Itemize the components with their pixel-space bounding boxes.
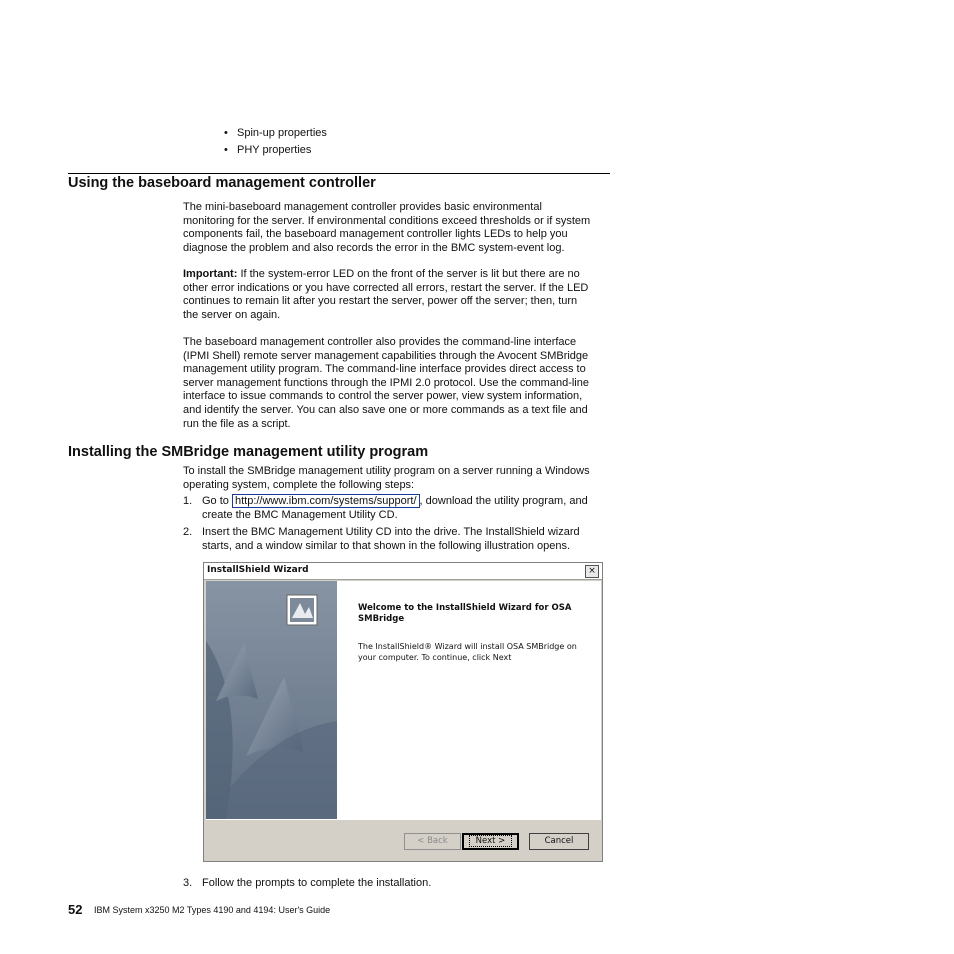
next-button[interactable]: Next > (462, 833, 519, 850)
wizard-description: The InstallShield® Wizard will install OSA SMBridge on your computer. To continue, click Next (358, 642, 577, 662)
footer-title: IBM System x3250 M2 Types 4190 and 4194: User's Guide (94, 905, 331, 915)
step-3: 3. Follow the prompts to complete the installation. (183, 877, 432, 889)
wizard-separator (206, 819, 601, 820)
back-button[interactable]: < Back (404, 833, 461, 850)
paragraph-install-intro: To install the SMBridge management utility program on a server running a Windows operating system, complete the following steps: (183, 465, 590, 491)
paragraph-important: Important: If the system-error LED on the front of the server is lit but there are no other error indications or you have corrected all errors, restart the server. If the LED continues to remain lit after you restart the server, power off the server; then, turn the server on again. (183, 268, 589, 321)
paragraph-cli: The baseboard management controller also provides the command-line interface (IPMI Shell) remote server management capabilities through the Avocent SMBridge management utility program. The command-line interface provides direct access to server management functions through the IPMI 2.0 protocol. Use the command-line interface to issue commands to control the server power, view system information, and identify the server. You can also save one or more commands as a text file and run the file as a script. (183, 336, 589, 430)
paragraph-bmc-intro: The mini-baseboard management controller provides basic environmental monitoring for the server. If environmental conditions exceed thresholds or if system components fail, the baseboard management controller lights LEDs to help you diagnose the problem and also records the error in the BMC system-event log. (183, 201, 591, 254)
section-heading-smbridge: Installing the SMBridge management utility program (68, 444, 429, 460)
bullet-list (224, 127, 327, 161)
page-number: 52 (68, 902, 83, 917)
list-item: • Spin-up properties (224, 127, 327, 139)
important-label: Important: (183, 268, 238, 280)
support-link[interactable]: http://www.ibm.com/systems/support/ (232, 494, 420, 508)
close-icon[interactable]: × (585, 565, 599, 578)
wizard-side-banner (206, 581, 337, 819)
section-heading-bmc: Using the baseboard management controller (68, 175, 376, 191)
cancel-button[interactable]: Cancel (529, 833, 589, 850)
wizard-title-bar (204, 563, 602, 580)
installshield-wizard-window (203, 562, 603, 862)
wizard-content-pane (337, 581, 601, 819)
wizard-title: InstallShield Wizard (207, 565, 309, 575)
list-item: • PHY properties (224, 144, 312, 156)
step-1: 1. Go to http://www.ibm.com/systems/support/ , download the utility program, and create the BMC Management Utility CD. (183, 495, 588, 521)
step-2: 2. Insert the BMC Management Utility CD into the drive. The InstallShield wizard starts, and a window similar to that shown in the following illustration opens. (183, 526, 580, 552)
installer-icon (287, 595, 317, 625)
wizard-heading: Welcome to the InstallShield Wizard for OSA SMBridge (358, 603, 572, 624)
section-rule (68, 173, 610, 174)
